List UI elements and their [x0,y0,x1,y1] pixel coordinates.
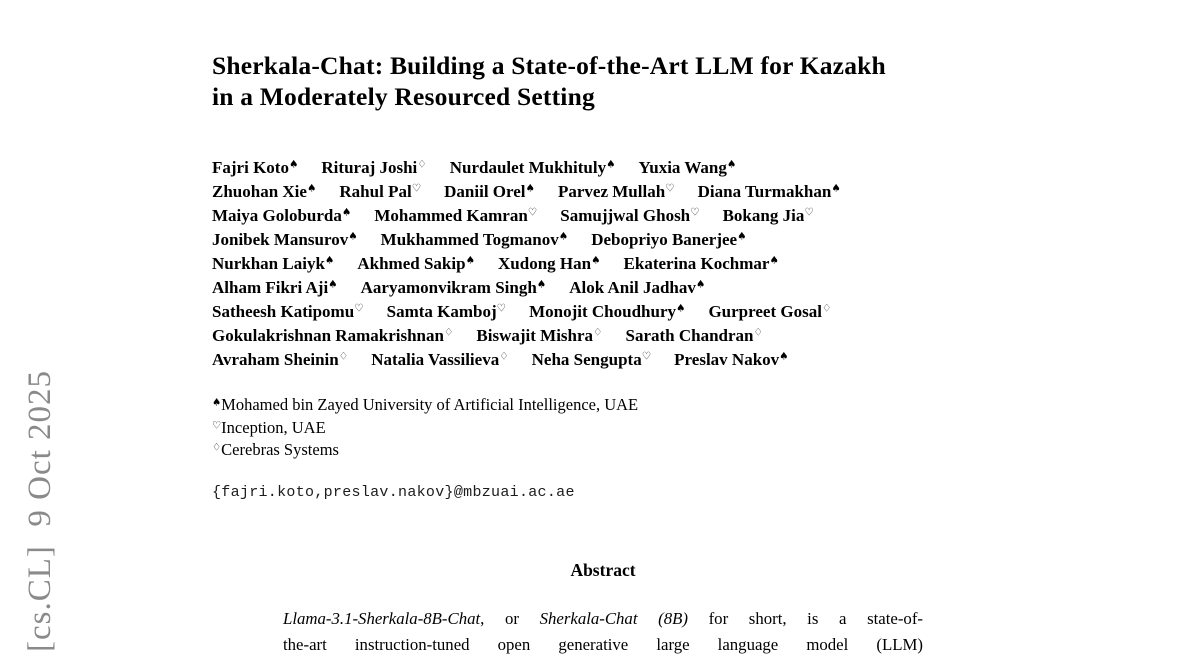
author-name: Samujjwal Ghosh♡ [560,206,700,225]
spade-suit-icon: ♠ [558,230,569,243]
author-line [212,300,841,324]
affiliation-text: Inception, UAE [221,417,326,437]
diamond-suit-icon: ♢ [443,326,454,339]
contact-email: {fajri.koto,preslav.nakov}@mbzuai.ac.ae [212,484,575,501]
spade-suit-icon: ♠ [324,254,335,267]
author-name: Parvez Mullah♡ [557,182,675,201]
author-name: Mohammed Kamran♡ [374,206,538,225]
author-name: Jonibek Mansurov♠ [212,230,358,249]
affiliation-line [212,394,638,417]
paper-title-line1: Sherkala-Chat: Building a State-of-the-Art LLM for Kazakh [212,51,886,80]
author-name: Samta Kamboj♡ [386,302,507,321]
author-name: Daniil Orel♠ [444,182,535,201]
diamond-suit-icon: ♢ [499,350,509,363]
spade-suit-icon: ♠ [328,278,338,291]
spade-suit-icon: ♠ [306,182,317,195]
author-line [212,156,841,180]
heart-suit-icon: ♡ [354,302,364,315]
author-line [212,252,841,276]
spade-suit-icon: ♠ [536,278,547,291]
author-block [212,156,841,372]
author-line [212,324,841,348]
author-name: Mukhammed Togmanov♠ [380,230,569,249]
author-name: Rahul Pal♡ [339,182,422,201]
spade-suit-icon: ♠ [591,254,601,267]
arxiv-category-stamp: [cs.CL] 9 Oct 2025 [22,369,58,652]
diamond-suit-icon: ♢ [593,326,603,339]
spade-suit-icon: ♠ [288,158,299,171]
abstract-line [283,606,923,632]
author-name: Biswajit Mishra♢ [476,326,603,345]
author-line [212,204,841,228]
spade-suit-icon: ♠ [695,278,706,291]
author-line [212,228,841,252]
author-name: Monojit Choudhury♠ [529,302,686,321]
author-name: Fajri Koto♠ [212,158,299,177]
author-name: Diana Turmakhan♠ [697,182,841,201]
abstract-text [283,606,923,658]
heart-suit-icon: ♡ [690,206,700,219]
author-name: Yuxia Wang♠ [638,158,737,177]
author-name: Nurkhan Laiyk♠ [212,254,335,273]
author-name: Nurdaulet Mukhituly♠ [449,158,616,177]
author-name: Alham Fikri Aji♠ [212,278,338,297]
heart-suit-icon: ♡ [665,182,675,195]
author-name: Gokulakrishnan Ramakrishnan♢ [212,326,454,345]
author-name: Sarath Chandran♢ [625,326,763,345]
heart-suit-icon: ♡ [641,350,652,363]
affiliation-text: Cerebras Systems [221,440,339,459]
spade-suit-icon: ♠ [737,230,747,243]
spade-suit-icon: ♠ [779,350,789,363]
abstract-line [283,632,923,658]
spade-suit-icon: ♠ [212,397,222,409]
spade-suit-icon: ♠ [831,182,841,195]
author-name: Bokang Jia♡ [722,206,814,225]
author-name: Xudong Han♠ [498,254,601,273]
heart-suit-icon: ♡ [804,206,814,219]
abstract-segment: for short, is a state-of- [687,609,924,628]
diamond-suit-icon: ♢ [212,442,222,454]
abstract-heading: Abstract [570,560,636,580]
author-name: Rituraj Joshi♢ [321,158,427,177]
spade-suit-icon: ♠ [676,302,686,315]
abstract-segment: , or [480,609,540,628]
author-line [212,180,841,204]
author-name: Gurpreet Gosal♢ [708,302,832,321]
heart-suit-icon: ♡ [411,182,422,195]
author-name: Natalia Vassilieva♢ [371,350,509,369]
spade-suit-icon: ♠ [769,254,779,267]
heart-suit-icon: ♡ [496,302,507,315]
model-name-italic: Sherkala-Chat (8B) [539,609,688,628]
diamond-suit-icon: ♢ [338,350,349,363]
author-name: Zhuohan Xie♠ [212,182,317,201]
author-name: Akhmed Sakip♠ [357,254,476,273]
diamond-suit-icon: ♢ [821,302,832,315]
diamond-suit-icon: ♢ [753,326,763,339]
author-name: Satheesh Katipomu♡ [212,302,364,321]
model-name-italic: Llama-3.1-Sherkala-8B-Chat [283,609,481,628]
author-name: Avraham Sheinin♢ [212,350,349,369]
author-name: Ekaterina Kochmar♠ [623,254,779,273]
author-name: Alok Anil Jadhav♠ [569,278,706,297]
heart-suit-icon: ♡ [212,419,222,431]
affiliation-line [212,439,638,462]
heart-suit-icon: ♡ [527,206,538,219]
abstract-segment: the-art instruction-tuned open generative large language model (LLM) [283,635,923,654]
author-name: Debopriyo Banerjee♠ [591,230,747,249]
affiliation-block [212,394,638,462]
paper-title [212,50,886,112]
author-name: Aaryamonvikram Singh♠ [360,278,547,297]
spade-suit-icon: ♠ [348,230,358,243]
spade-suit-icon: ♠ [525,182,535,195]
affiliation-line [212,417,638,440]
author-name: Neha Sengupta♡ [531,350,652,369]
author-line [212,276,841,300]
author-name: Maiya Goloburda♠ [212,206,352,225]
diamond-suit-icon: ♢ [417,158,427,171]
paper-title-line2: in a Moderately Resourced Setting [212,82,595,111]
author-line [212,348,841,372]
spade-suit-icon: ♠ [341,206,352,219]
affiliation-text: Mohamed bin Zayed University of Artificial Intelligence, UAE [221,395,639,414]
spade-suit-icon: ♠ [726,158,737,171]
author-name: Preslav Nakov♠ [674,350,789,369]
spade-suit-icon: ♠ [465,254,476,267]
spade-suit-icon: ♠ [606,158,616,171]
